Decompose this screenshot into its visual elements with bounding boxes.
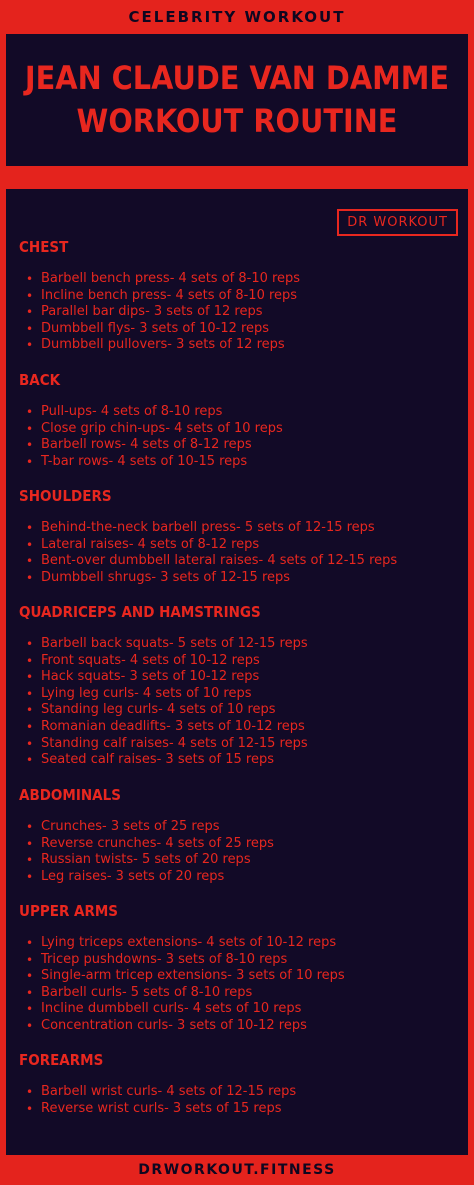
- exercise-text: Barbell wrist curls- 4 sets of 12-15 reps: [41, 1084, 297, 1099]
- section-title-forearms: FOREARMS: [19, 1051, 104, 1069]
- list-item: [19, 935, 459, 952]
- list-item: [19, 1101, 459, 1118]
- bullet-icon: •: [26, 421, 34, 436]
- bullet-icon: •: [26, 1085, 34, 1099]
- bullet-icon: •: [26, 836, 34, 851]
- exercise-text: Dumbbell pullovers- 3 sets of 12 reps: [41, 337, 285, 353]
- list-item: [19, 520, 459, 537]
- list-item: [19, 669, 459, 686]
- list-item: [19, 719, 459, 736]
- exercise-list: [19, 404, 459, 470]
- title-panel: [6, 34, 468, 166]
- bullet-icon: •: [26, 985, 34, 1000]
- section-title-shoulders: SHOULDERS: [19, 487, 112, 505]
- exercise-text: Front squats- 4 sets of 10-12 reps: [41, 652, 260, 668]
- exercise-text: Parallel bar dips- 3 sets of 12 reps: [41, 304, 263, 320]
- bullet-icon: •: [26, 570, 34, 585]
- bullet-icon: •: [26, 1002, 34, 1017]
- list-item: [19, 968, 459, 985]
- bullet-icon: •: [26, 853, 34, 868]
- exercise-text: Barbell curls- 5 sets of 8-10 reps: [41, 984, 253, 1000]
- list-item: [19, 836, 459, 853]
- bullet-icon: •: [26, 537, 34, 552]
- exercise-text: Lying triceps extensions- 4 sets of 10-12 reps: [41, 935, 337, 950]
- list-item: [19, 819, 459, 836]
- exercise-text: Barbell bench press- 4 sets of 8-10 reps: [41, 271, 301, 286]
- bullet-icon: •: [26, 438, 34, 453]
- bullet-icon: •: [26, 736, 34, 751]
- list-item: [19, 752, 459, 769]
- exercise-text: Standing calf raises- 4 sets of 12-15 reps: [41, 735, 308, 751]
- exercise-text: Barbell back squats- 5 sets of 12-15 reps: [41, 636, 308, 651]
- list-item: [19, 1018, 459, 1035]
- bullet-icon: •: [26, 321, 34, 336]
- page-title-line-1: JEAN CLAUDE VAN DAMME: [24, 59, 450, 97]
- page-title-line-2: WORKOUT ROUTINE: [76, 102, 398, 140]
- exercise-text: Lying leg curls- 4 sets of 10 reps: [41, 685, 252, 701]
- list-item: [19, 653, 459, 670]
- bullet-icon: •: [26, 703, 34, 718]
- list-item: [19, 952, 459, 969]
- bullet-icon: •: [26, 686, 34, 701]
- exercise-text: Leg raises- 3 sets of 20 reps: [41, 868, 225, 884]
- bullet-icon: •: [26, 753, 34, 768]
- exercise-list: [19, 935, 459, 1035]
- footer-website: DRWORKOUT.FITNESS: [138, 1162, 336, 1178]
- exercise-text: Lateral raises- 4 sets of 8-12 reps: [41, 536, 260, 552]
- brand-badge: DR WORKOUT: [337, 209, 458, 236]
- exercise-text: Crunches- 3 sets of 25 reps: [41, 819, 220, 834]
- list-item: [19, 537, 459, 554]
- exercise-text: Behind-the-neck barbell press- 5 sets of 12-15 reps: [41, 520, 375, 535]
- exercise-text: Romanian deadlifts- 3 sets of 10-12 reps: [41, 718, 305, 734]
- exercise-text: Bent-over dumbbell lateral raises- 4 sets of 12-15 reps: [41, 553, 398, 569]
- exercise-list: [19, 271, 459, 354]
- exercise-text: Tricep pushdowns- 3 sets of 8-10 reps: [41, 951, 288, 967]
- section-title-upper-arms: UPPER ARMS: [19, 902, 119, 920]
- bullet-icon: •: [26, 820, 34, 834]
- list-item: [19, 636, 459, 653]
- section-title-chest: CHEST: [19, 238, 69, 256]
- section-title-abdominals: ABDOMINALS: [19, 786, 121, 804]
- bullet-icon: •: [26, 521, 34, 535]
- bullet-icon: •: [26, 1101, 34, 1116]
- exercise-list: [19, 819, 459, 885]
- list-item: [19, 454, 459, 471]
- list-item: [19, 985, 459, 1002]
- list-item: [19, 288, 459, 305]
- list-item: [19, 702, 459, 719]
- exercise-text: Russian twists- 5 sets of 20 reps: [41, 852, 251, 868]
- bullet-icon: •: [26, 338, 34, 353]
- list-item: [19, 421, 459, 438]
- bullet-icon: •: [26, 637, 34, 651]
- bullet-icon: •: [26, 869, 34, 884]
- exercise-text: Single-arm tricep extensions- 3 sets of 10 reps: [41, 968, 345, 984]
- list-item: [19, 1084, 459, 1101]
- workout-panel: [6, 189, 468, 1155]
- exercise-list: [19, 636, 459, 769]
- list-item: [19, 404, 459, 421]
- bullet-icon: •: [26, 272, 34, 286]
- section-title-quadriceps-and-hamstrings: QUADRICEPS AND HAMSTRINGS: [19, 603, 261, 621]
- exercise-text: Dumbbell flys- 3 sets of 10-12 reps: [41, 320, 270, 336]
- list-item: [19, 271, 459, 288]
- exercise-text: Reverse crunches- 4 sets of 25 reps: [41, 835, 274, 851]
- exercise-list: [19, 520, 459, 586]
- list-item: [19, 570, 459, 587]
- bullet-icon: •: [26, 653, 34, 668]
- exercise-text: Dumbbell shrugs- 3 sets of 12-15 reps: [41, 569, 291, 585]
- list-item: [19, 321, 459, 338]
- exercise-text: Reverse wrist curls- 3 sets of 15 reps: [41, 1100, 282, 1116]
- list-item: [19, 553, 459, 570]
- bullet-icon: •: [26, 554, 34, 569]
- list-item: [19, 337, 459, 354]
- bullet-icon: •: [26, 670, 34, 685]
- header-label: CELEBRITY WORKOUT: [128, 8, 346, 26]
- list-item: [19, 1001, 459, 1018]
- exercise-text: Standing leg curls- 4 sets of 10 reps: [41, 702, 276, 718]
- bullet-icon: •: [26, 1018, 34, 1033]
- exercise-text: Barbell rows- 4 sets of 8-12 reps: [41, 437, 252, 453]
- exercise-text: Seated calf raises- 3 sets of 15 reps: [41, 752, 275, 768]
- bullet-icon: •: [26, 936, 34, 950]
- exercise-text: Incline dumbbell curls- 4 sets of 10 reps: [41, 1001, 302, 1017]
- exercise-text: Hack squats- 3 sets of 10-12 reps: [41, 669, 260, 685]
- bullet-icon: •: [26, 952, 34, 967]
- section-title-back: BACK: [19, 371, 61, 389]
- exercise-text: T-bar rows- 4 sets of 10-15 reps: [41, 453, 248, 469]
- exercise-text: Incline bench press- 4 sets of 8-10 reps: [41, 287, 298, 303]
- bullet-icon: •: [26, 288, 34, 303]
- exercise-list: [19, 1084, 459, 1117]
- list-item: [19, 869, 459, 886]
- exercise-text: Close grip chin-ups- 4 sets of 10 reps: [41, 420, 283, 436]
- list-item: [19, 852, 459, 869]
- exercise-text: Concentration curls- 3 sets of 10-12 reps: [41, 1017, 307, 1033]
- bullet-icon: •: [26, 405, 34, 419]
- list-item: [19, 437, 459, 454]
- list-item: [19, 686, 459, 703]
- bullet-icon: •: [26, 454, 34, 469]
- bullet-icon: •: [26, 719, 34, 734]
- exercise-text: Pull-ups- 4 sets of 8-10 reps: [41, 404, 223, 419]
- bullet-icon: •: [26, 305, 34, 320]
- list-item: [19, 304, 459, 321]
- bullet-icon: •: [26, 969, 34, 984]
- list-item: [19, 736, 459, 753]
